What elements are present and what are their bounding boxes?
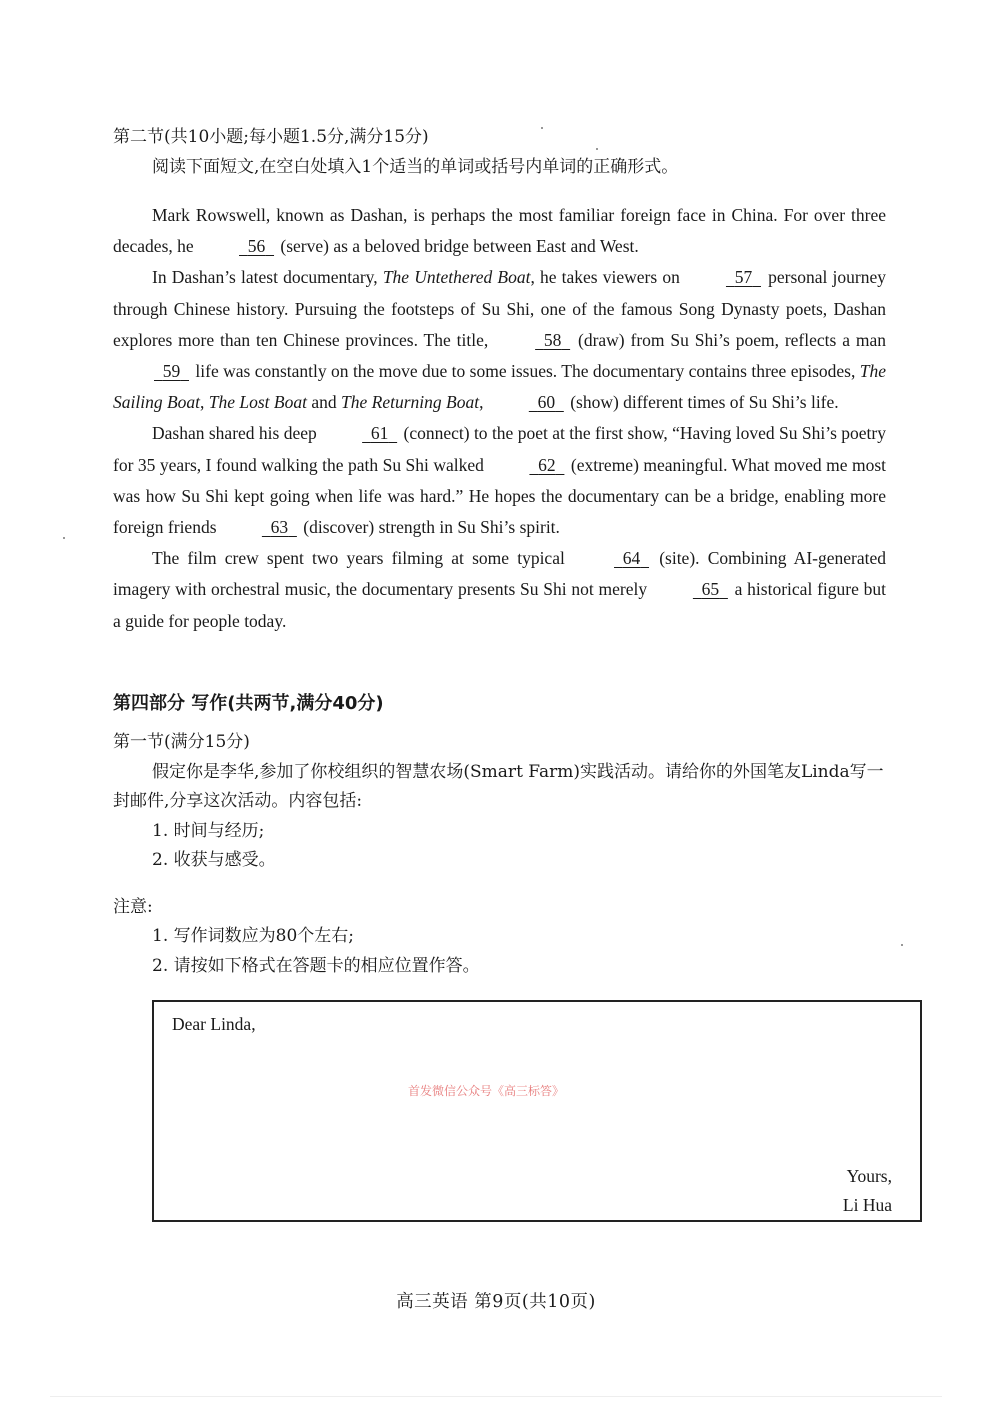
task-description: 假定你是李华,参加了你校组织的智慧农场(Smart Farm)实践活动。请给你的外国笔友Linda写一封邮件,分享这次活动。内容包括: xyxy=(113,761,884,811)
text: Dashan shared his deep xyxy=(152,423,322,444)
note-item: 2. 请按如下格式在答题卡的相应位置作答。 xyxy=(152,955,480,976)
letter-format-box xyxy=(152,1000,922,1222)
blank-56: 56 xyxy=(247,236,266,257)
scan-speck xyxy=(901,944,903,946)
content-point: 1. 时间与经历; xyxy=(152,820,265,841)
text: (extreme) meaningful. What moved me most was how Su Shi kept going when life was hard.” He hopes the documentary can be a bridge, enabling more foreign friends xyxy=(113,454,886,538)
part-four-title: 第四部分 写作(共两节,满分40分) xyxy=(113,693,384,714)
sub-section-title: 第一节(满分15分) xyxy=(113,732,250,752)
text: (discover) strength in Su Shi’s spirit. xyxy=(298,517,560,538)
text: In Dashan’s latest documentary, xyxy=(152,267,383,288)
text: personal journey through Chinese history. Pursuing the footsteps of Su Shi, one of the famous Song Dynasty poets, Dashan explores more than ten Chinese provinces. The title, xyxy=(113,267,886,350)
paragraph-3 xyxy=(113,418,886,543)
blank-60: 60 xyxy=(537,392,556,413)
episode-title: The Returning Boat xyxy=(341,392,480,413)
section-title: 第二节(共10小题;每小题1.5分,满分15分) xyxy=(113,127,429,147)
text: , xyxy=(479,392,488,413)
text: , xyxy=(200,392,209,413)
scan-speck xyxy=(596,148,598,150)
section-instruction: 阅读下面短文,在空白处填入1个适当的单词或括号内单词的正确形式。 xyxy=(152,157,679,177)
paragraph-2 xyxy=(113,262,886,418)
content-point: 2. 收获与感受。 xyxy=(152,850,276,870)
text: (serve) as a beloved bridge between East and West. xyxy=(276,236,639,257)
documentary-title: The Untethered Boat xyxy=(382,267,531,288)
text: , he takes viewers on xyxy=(530,267,685,288)
episode-title: The Sailing Boat xyxy=(113,361,886,413)
blank-59: 59 xyxy=(162,361,181,382)
letter-closing xyxy=(843,1162,892,1220)
text: (site). Combining AI-generated imagery with orchestral music, the documentary presents Su Shi not merely xyxy=(113,548,886,600)
episode-title: The Lost Boat xyxy=(208,392,307,413)
text: a historical figure but a guide for people today. xyxy=(113,579,886,631)
paragraph-1 xyxy=(113,200,886,262)
writing-task xyxy=(113,728,886,981)
blank-57: 57 xyxy=(734,267,753,288)
blank-63: 63 xyxy=(270,517,289,538)
note-label: 注意: xyxy=(113,896,153,917)
scan-speck xyxy=(63,537,65,539)
letter-greeting: Dear Linda, xyxy=(172,1014,256,1034)
blank-62: 62 xyxy=(538,454,556,475)
text: and xyxy=(306,392,342,413)
note-item: 1. 写作词数应为80个左右; xyxy=(152,926,354,946)
blank-65: 65 xyxy=(701,579,720,600)
page-edge xyxy=(50,1396,942,1397)
closing-word: Yours, xyxy=(846,1166,892,1186)
scan-speck xyxy=(541,127,543,129)
blank-61: 61 xyxy=(370,423,389,444)
signature: Li Hua xyxy=(842,1195,892,1215)
blank-64: 64 xyxy=(622,548,641,569)
text: (connect) to the poet at the first show, “Having loved Su Shi’s poetry for 35 years, I found walking the path Su Shi walked xyxy=(113,423,886,475)
text: life was constantly on the move due to some issues. The documentary contains three episodes, xyxy=(191,361,860,382)
cloze-passage xyxy=(113,200,886,637)
paragraph-4 xyxy=(113,543,886,637)
text: Mark Rowswell, known as Dashan, is perhaps the most familiar foreign face in China. For over three decades, he xyxy=(113,205,886,257)
blank-58: 58 xyxy=(543,329,562,350)
text: The film crew spent two years filming at some typical xyxy=(152,548,574,569)
watermark-text: 首发微信公众号《高三标答》 xyxy=(408,1084,565,1098)
text: (draw) from Su Shi’s poem, reflects a man xyxy=(572,329,886,350)
text: (show) different times of Su Shi’s life. xyxy=(565,392,839,413)
page-footer: 高三英语 第9页(共10页) xyxy=(396,1292,596,1312)
